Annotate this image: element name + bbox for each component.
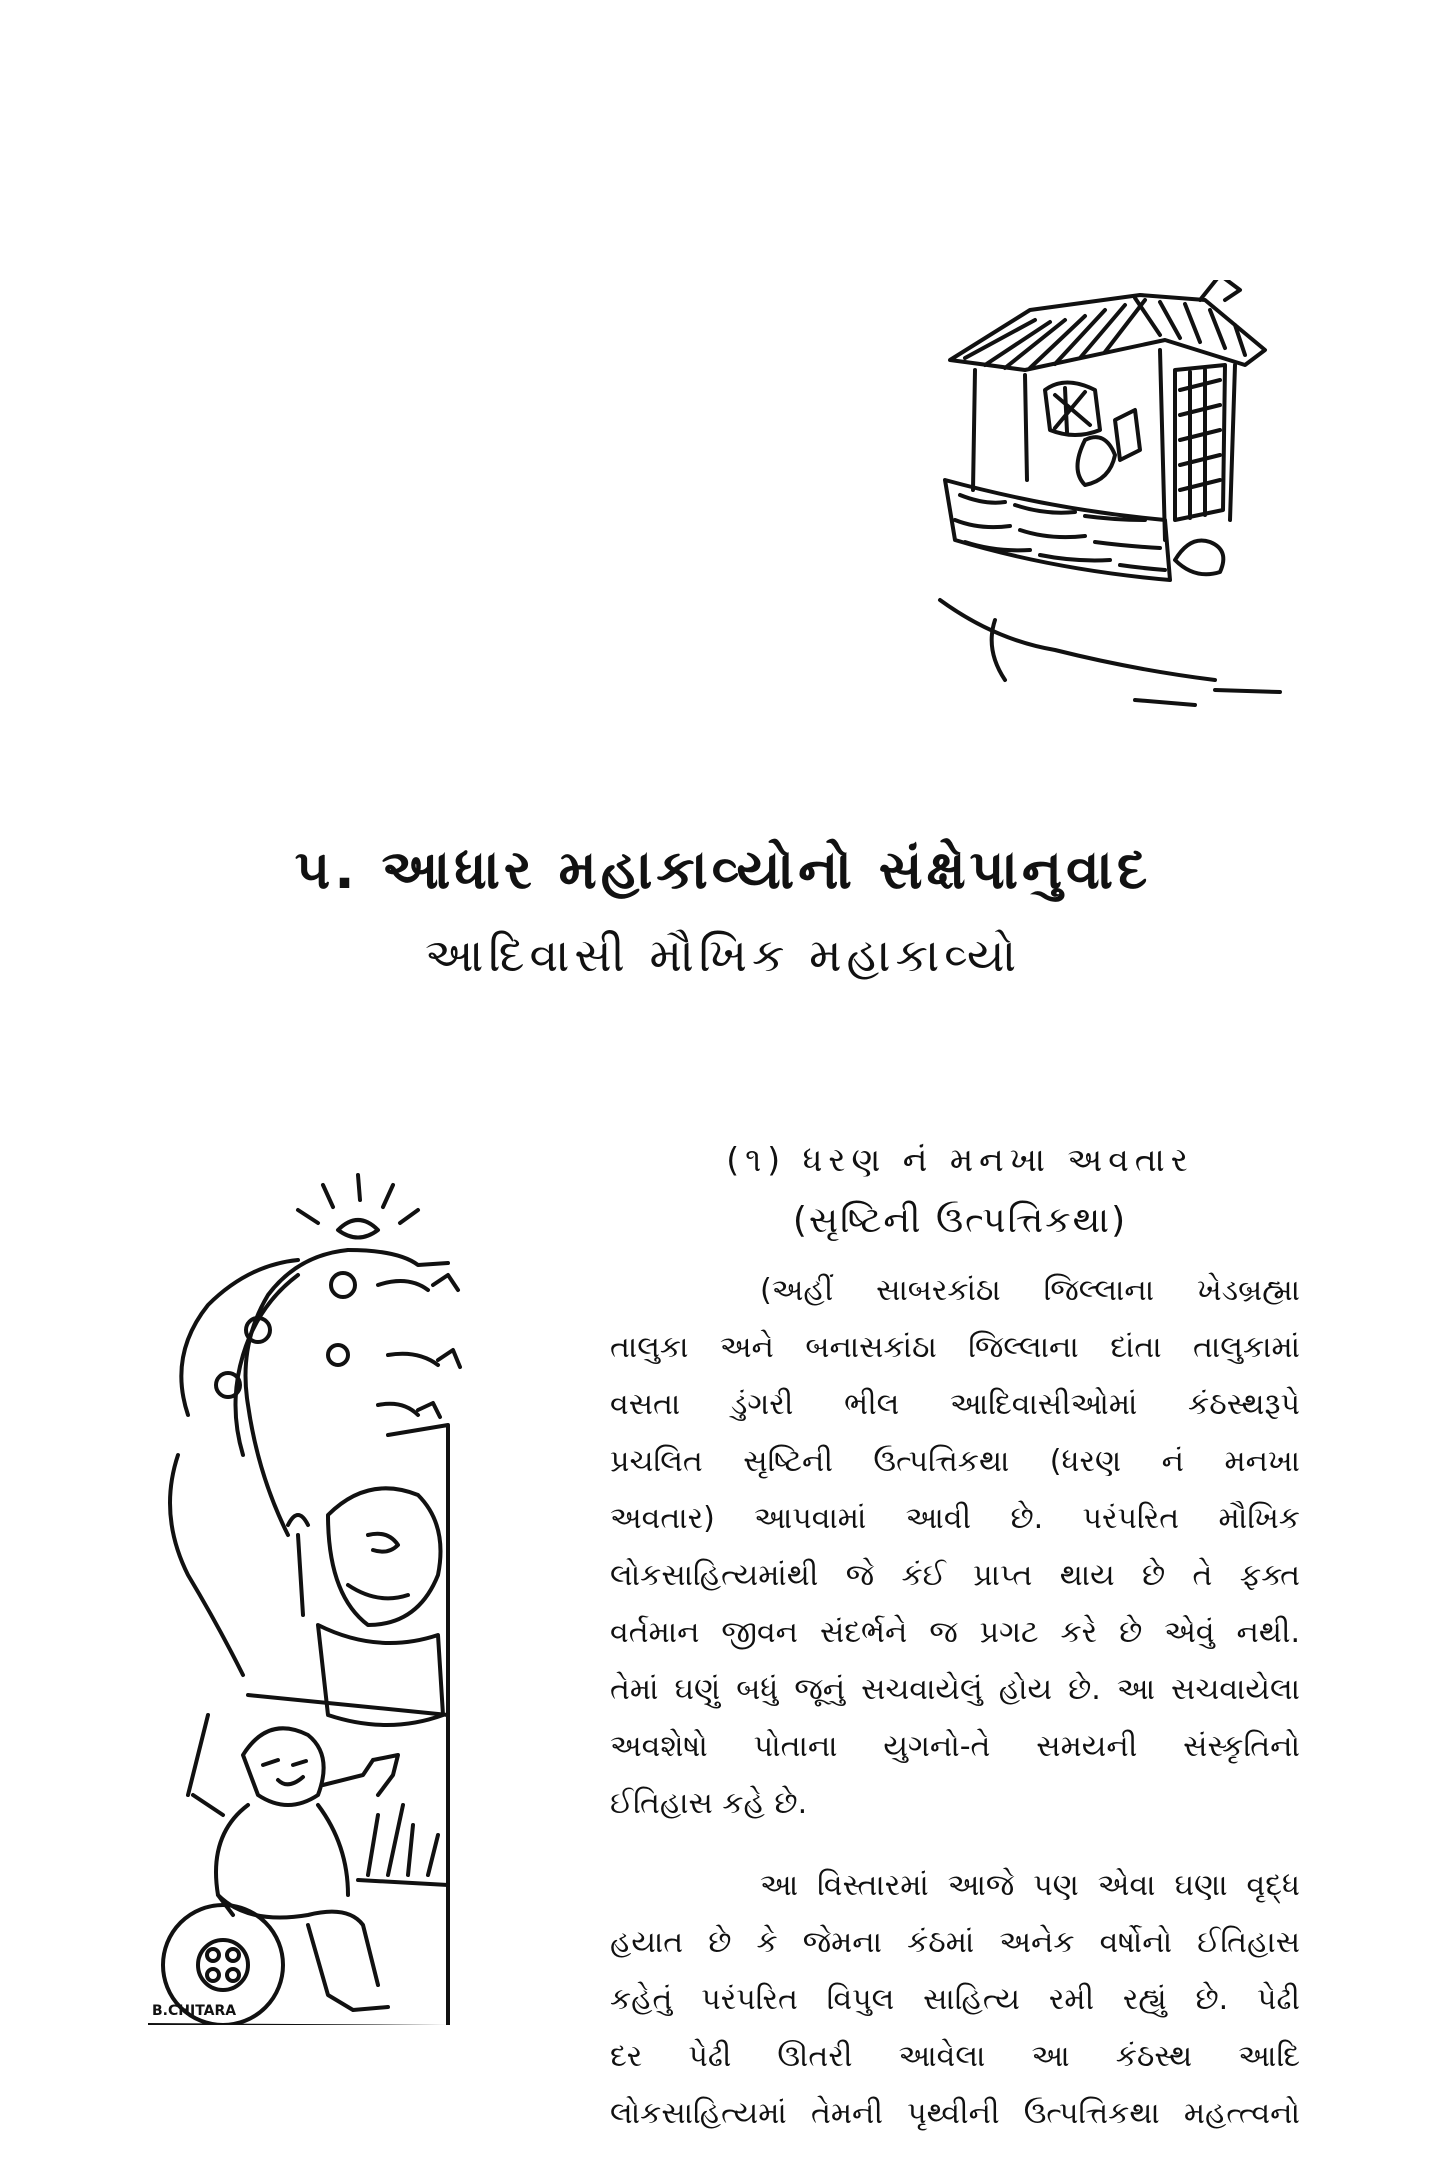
text-line: તાલુકા અને બનાસકાંઠા જિલ્લાના દાંતા તાલુકામાં [610,1330,1300,1365]
illustration-signature: B.CHITARA [152,2003,237,2019]
text-line: ઈતિહાસ કહે છે. [610,1786,808,1821]
text-line: વર્તમાન જીવન સંદર્ભને જ પ્રગટ કરે છે એવું નથી. [610,1615,1300,1650]
text-line: કહેતું પરંપરિત વિપુલ સાહિત્ય રમી રહ્યું છે. પેઢી [610,1982,1300,2017]
section-subtitle: (સૃષ્ટિની ઉત્પત્તિકથા) [792,1200,1128,1241]
chapter-subtitle: આદિવાસી મૌખિક મહાકાવ્યો [424,928,1022,982]
paragraph-1 [610,1262,1300,1832]
text-line: લોકસાહિત્યમાં તેમની પૃથ્વીની ઉત્પત્તિકથા મહત્ત્વનો [610,2096,1300,2131]
paragraph-2 [610,1857,1300,2142]
chapter-title: ૫. આધાર મહાકાવ્યોનો સંક્ષેપાનુવાદ [294,838,1152,901]
hut-illustration [935,280,1285,710]
text-line: પ્રચલિત સૃષ્ટિની ઉત્પત્તિકથા (ધરણ નં મનખા [610,1444,1300,1479]
text-line: તેમાં ઘણું બધું જૂનું સચવાયેલું હોય છે. આ સચવાયેલા [610,1672,1300,1707]
text-line: (અહીં સાબરકાંઠા જિલ્લાના ખેડબ્રહ્મા [760,1273,1300,1308]
section-title: (૧) ધરણ નં મનખા અવતાર [726,1140,1194,1179]
text-line: લોકસાહિત્યમાંથી જે કંઈ પ્રાપ્ત થાય છે તે ફક્ત [610,1558,1300,1593]
text-line: આ વિસ્તારમાં આજે પણ એવા ઘણા વૃદ્ધ [760,1868,1300,1903]
serpent-deity-illustration [148,1155,568,2025]
text-line: અવશેષો પોતાના યુગનો-તે સમયની સંસ્કૃતિનો [610,1729,1300,1764]
body-text [610,1262,1300,2142]
text-line: હયાત છે કે જેમના કંઠમાં અનેક વર્ષોનો ઈતિહાસ [610,1925,1300,1960]
text-line: વસતા ડુંગરી ભીલ આદિવાસીઓમાં કંઠસ્થરૂપે [610,1387,1300,1422]
text-line: અવતાર) આપવામાં આવી છે. પરંપરિત મૌખિક [610,1501,1300,1536]
text-line: દર પેઢી ઊતરી આવેલા આ કંઠસ્થ આદિ [610,2039,1300,2074]
